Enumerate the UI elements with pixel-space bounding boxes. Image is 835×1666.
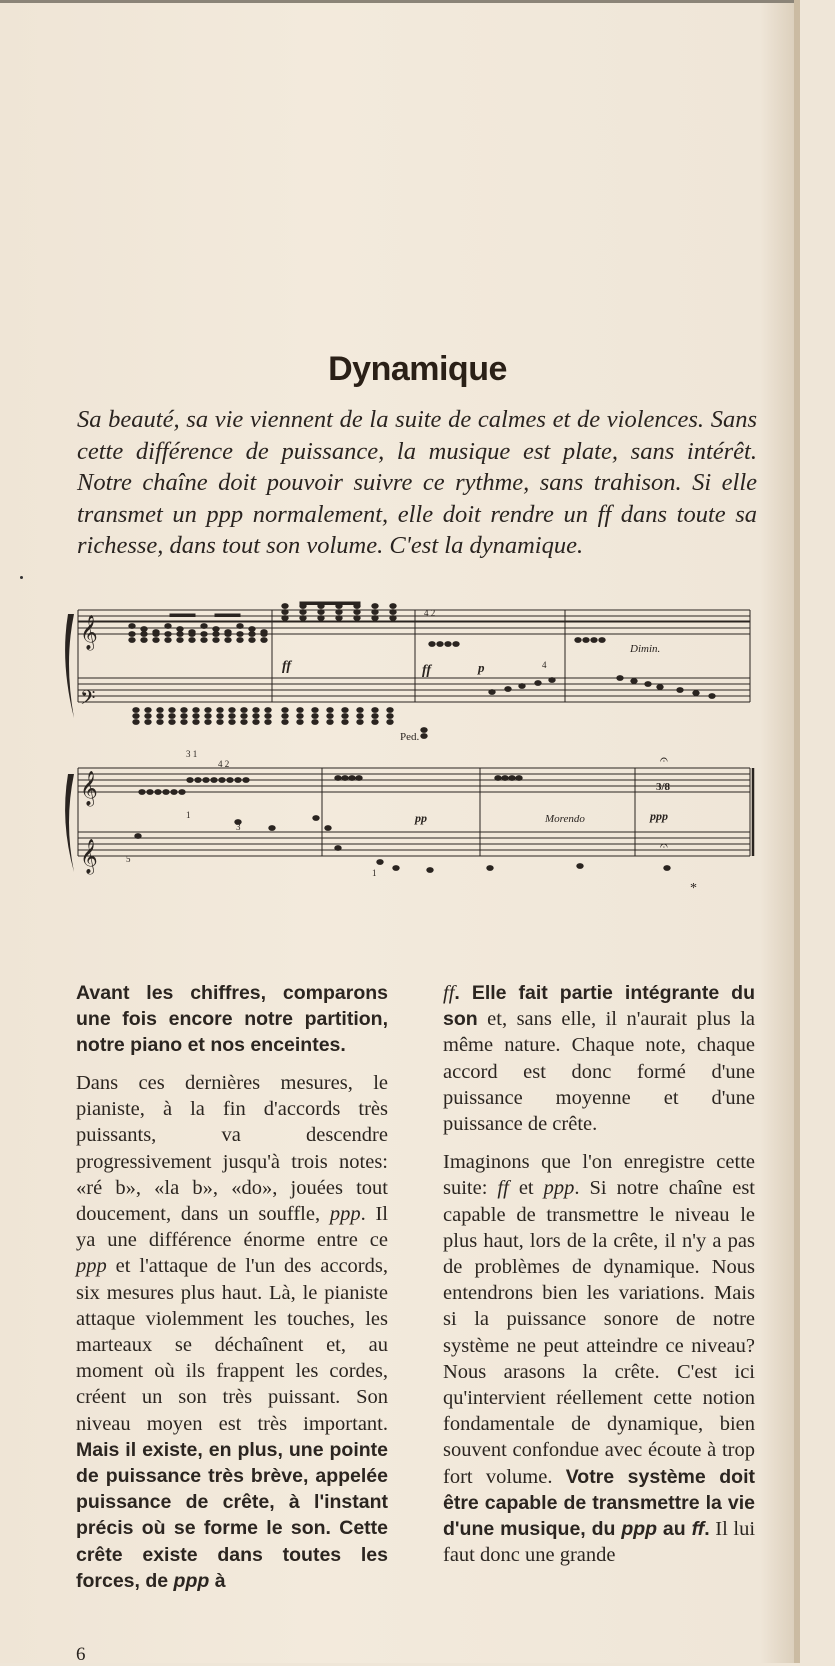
note-head <box>342 708 348 713</box>
note-head <box>189 638 195 643</box>
note-head <box>549 678 555 683</box>
note-head <box>342 776 348 781</box>
note-head <box>335 776 341 781</box>
note-head <box>387 714 393 719</box>
note-head <box>229 708 235 713</box>
note-head <box>179 790 185 795</box>
note-head <box>269 826 275 831</box>
note-head <box>133 714 139 719</box>
note-head <box>297 720 303 725</box>
system-1-brace <box>65 614 74 718</box>
fingering-6: 5 <box>126 854 131 864</box>
note-head <box>336 616 342 621</box>
note-head <box>354 610 360 615</box>
note-head <box>249 632 255 637</box>
note-head <box>327 708 333 713</box>
note-head <box>193 720 199 725</box>
left-text-1: Dans ces dernières mesures, le pianiste, à la fin d'accords très puissants, va descendre progressivement jusqu'à trois notes: «ré b», «la b», «do», jouées tout doucement, dans un souffle, <box>76 1072 388 1226</box>
note-head <box>282 616 288 621</box>
treble-clef-2: 𝄞 <box>80 771 98 806</box>
note-head <box>372 610 378 615</box>
note-head <box>265 720 271 725</box>
note-head <box>390 604 396 609</box>
note-head <box>243 778 249 783</box>
right-bold-2: Votre système doit être capable de transmettre la vie d'une musique, du <box>443 1465 755 1541</box>
note-head <box>489 690 495 695</box>
note-head <box>237 638 243 643</box>
note-head <box>318 610 324 615</box>
note-head <box>509 776 515 781</box>
note-head <box>591 638 597 643</box>
note-head <box>516 776 522 781</box>
note-head <box>203 778 209 783</box>
note-head <box>312 714 318 719</box>
fingering-7: 1 <box>372 868 377 878</box>
note-head <box>282 714 288 719</box>
note-head <box>189 632 195 637</box>
mark-ppp: ppp <box>650 809 668 823</box>
note-head <box>575 638 581 643</box>
note-head <box>201 638 207 643</box>
note-head <box>141 638 147 643</box>
note-head <box>617 676 623 681</box>
note-head <box>645 682 651 687</box>
note-head <box>253 714 259 719</box>
left-text-3: et l'attaque de l'un des accords, six mesures plus haut. Là, le pianiste attaque violemment les touches, les marteaux se déchaînent et, au moment où ils frappent les cordes, créent un son très puissant. Son niveau moyen est très important. <box>76 1255 388 1435</box>
note-head <box>169 708 175 713</box>
mark-dimin: Dimin. <box>630 643 661 655</box>
left-bold-text: Mais il existe, en plus, une pointe de puissance très brève, appelée puissance de crête, à l'instant précis où se forme le son. Cette crête existe dans toutes les forces, de <box>76 1438 388 1592</box>
note-head <box>237 632 243 637</box>
note-head <box>327 720 333 725</box>
left-lead-paragraph: Avant les chiffres, comparons une fois encore notre partition, notre piano et nos enceintes. <box>76 982 388 1056</box>
mark-ped: Ped. <box>400 731 420 743</box>
note-head <box>241 708 247 713</box>
ff-term-2: ff <box>497 1177 509 1200</box>
note-head <box>445 642 451 647</box>
note-head <box>153 638 159 643</box>
left-bold-end: à <box>209 1569 226 1592</box>
note-head <box>229 714 235 719</box>
note-head <box>187 778 193 783</box>
right-text-end: Il lui faut donc une grande <box>443 1518 756 1567</box>
note-head <box>356 776 362 781</box>
note-head <box>225 632 231 637</box>
time-signature: 3/8 <box>656 781 671 793</box>
note-head <box>145 708 151 713</box>
page-number: 6 <box>76 1644 86 1665</box>
note-head <box>453 642 459 647</box>
note-head <box>354 616 360 621</box>
note-head <box>393 866 399 871</box>
note-head <box>505 687 511 692</box>
fingering-5: 3 <box>236 822 241 832</box>
ppp-term-2: ppp <box>76 1255 107 1278</box>
right-text-1: et, sans elle, il n'aurait plus la même nature. Chaque note, chaque accord est donc formé d'une puissance moyenne et d'une puissance de crête. <box>443 1008 755 1136</box>
right-bold-au: au <box>657 1518 692 1541</box>
note-head <box>372 720 378 725</box>
note-head <box>261 638 267 643</box>
note-head <box>193 708 199 713</box>
note-head <box>377 860 383 865</box>
note-head <box>211 778 217 783</box>
note-head <box>318 616 324 621</box>
left-text-2: . Il ya une différence énorme entre ce <box>76 1203 388 1252</box>
note-head <box>201 624 207 629</box>
note-head <box>599 638 605 643</box>
note-head <box>225 638 231 643</box>
note-head <box>282 610 288 615</box>
note-head <box>421 728 427 733</box>
note-head <box>297 714 303 719</box>
note-head <box>237 624 243 629</box>
note-head <box>205 714 211 719</box>
note-head <box>519 684 525 689</box>
fingering-3: 4 2 <box>218 759 230 769</box>
page-right-edge <box>794 0 800 1663</box>
fermata-top: 𝄐 <box>660 752 668 768</box>
note-head <box>312 720 318 725</box>
note-head <box>336 610 342 615</box>
note-head <box>157 720 163 725</box>
note-head <box>181 720 187 725</box>
note-head <box>181 714 187 719</box>
note-head <box>677 688 683 693</box>
beam <box>215 614 240 617</box>
note-head <box>282 708 288 713</box>
note-head <box>157 708 163 713</box>
note-head <box>265 714 271 719</box>
note-head <box>390 616 396 621</box>
note-head <box>213 638 219 643</box>
fingering-1: 4 2 <box>424 608 436 618</box>
note-head <box>300 610 306 615</box>
note-head <box>169 714 175 719</box>
note-head <box>193 714 199 719</box>
note-head <box>535 681 541 686</box>
note-head <box>427 868 433 873</box>
system-2-brace <box>65 774 74 872</box>
note-head <box>219 778 225 783</box>
note-head <box>205 720 211 725</box>
page-top-edge <box>0 0 800 3</box>
note-head <box>693 691 699 696</box>
note-head <box>372 616 378 621</box>
note-head <box>495 776 501 781</box>
right-text-and: et <box>508 1177 544 1200</box>
note-head <box>129 632 135 637</box>
note-head <box>201 632 207 637</box>
note-head <box>163 790 169 795</box>
pedal-release-mark: * <box>690 881 697 896</box>
right-paragraph-1 <box>443 980 755 1137</box>
left-body-paragraph <box>76 1070 388 1594</box>
note-head <box>141 627 147 632</box>
note-head <box>253 708 259 713</box>
bass-clef-1: 𝄢 <box>80 686 96 714</box>
note-head <box>282 604 288 609</box>
note-head <box>387 708 393 713</box>
note-head <box>327 714 333 719</box>
mark-ff-1: ff <box>282 659 292 674</box>
right-text-2: Imaginons que l'on enregistre cette suite: <box>443 1151 755 1200</box>
note-head <box>502 776 508 781</box>
note-head <box>139 790 145 795</box>
note-head <box>235 778 241 783</box>
note-head <box>241 720 247 725</box>
note-head <box>141 632 147 637</box>
ppp-term-5: ppp <box>621 1518 658 1541</box>
note-head <box>229 720 235 725</box>
ff-term-3: ff <box>691 1518 705 1541</box>
note-head <box>155 790 161 795</box>
note-head <box>583 638 589 643</box>
note-head <box>165 632 171 637</box>
note-head <box>249 638 255 643</box>
note-head <box>165 638 171 643</box>
beam <box>300 602 360 605</box>
ppp-term-3: ppp <box>173 1569 210 1592</box>
note-head <box>129 638 135 643</box>
note-head <box>157 714 163 719</box>
right-text-3: . Si notre chaîne est capable de transmettre le niveau le plus haut, lors de la crête, il n'y a pas de problèmes de dynamique. Nous entendrons bien les variations. Mais si la puissance sonore de notre système ne peut atteindre ce niveau? Nous arasons la crête. C'est ici qu'intervient réellement cette notion fondamentale de dynamique, bien souvent confondue avec écoute à trop fort volume. <box>443 1177 756 1488</box>
note-head <box>349 776 355 781</box>
note-head <box>129 624 135 629</box>
note-head <box>177 638 183 643</box>
fingering-2: 3 1 <box>186 749 198 759</box>
note-head <box>169 720 175 725</box>
margin-mark <box>20 576 23 579</box>
right-bold-1: . Elle fait partie intégrante du son <box>443 982 755 1031</box>
note-head <box>153 632 159 637</box>
note-head <box>147 790 153 795</box>
note-head <box>342 720 348 725</box>
note-head <box>253 720 259 725</box>
note-head <box>297 708 303 713</box>
note-head <box>657 685 663 690</box>
ppp-term-4: ppp <box>543 1177 575 1200</box>
note-head <box>217 720 223 725</box>
note-head <box>265 708 271 713</box>
intro-paragraph: Sa beauté, sa vie viennent de la suite de calmes et de violences. Sans cette différence de puissance, la musique est plate, sans intérêt. Notre chaîne doit pouvoir suivre ce rythme, sans trahison. Si elle transmet un ppp normalement, elle doit rendre un ff dans toute sa richesse, dans tout son volume. C'est la dynamique. <box>77 406 757 559</box>
note-head <box>135 834 141 839</box>
note-head <box>631 679 637 684</box>
note-head <box>312 708 318 713</box>
ppp-term-1: ppp <box>329 1203 361 1226</box>
note-head <box>664 866 670 871</box>
note-head <box>249 627 255 632</box>
note-head <box>217 708 223 713</box>
note-head <box>145 714 151 719</box>
right-bold-end: . <box>704 1518 710 1541</box>
note-head <box>171 790 177 795</box>
note-head <box>372 714 378 719</box>
section-title: Dynamique <box>328 350 507 388</box>
note-head <box>261 632 267 637</box>
note-head <box>577 864 583 869</box>
note-head <box>133 720 139 725</box>
note-head <box>177 627 183 632</box>
note-head <box>357 714 363 719</box>
note-head <box>177 632 183 637</box>
fermata-bottom: 𝄐 <box>660 838 668 854</box>
mark-p: p <box>478 660 485 675</box>
note-head <box>213 632 219 637</box>
note-head <box>325 826 331 831</box>
note-head <box>165 624 171 629</box>
note-head <box>372 604 378 609</box>
note-head <box>282 720 288 725</box>
note-head <box>421 734 427 739</box>
note-head <box>429 642 435 647</box>
note-head <box>342 714 348 719</box>
right-paragraph-2 <box>443 1149 755 1568</box>
note-head <box>145 720 151 725</box>
note-head <box>357 708 363 713</box>
right-column <box>443 980 755 1580</box>
note-head <box>300 616 306 621</box>
note-head <box>205 708 211 713</box>
note-head <box>227 778 233 783</box>
note-head <box>709 694 715 699</box>
note-head <box>357 720 363 725</box>
mark-pp: pp <box>415 811 427 825</box>
note-head <box>181 708 187 713</box>
ff-term-1: ff <box>443 982 455 1004</box>
note-head <box>372 708 378 713</box>
note-head <box>313 816 319 821</box>
note-head <box>241 714 247 719</box>
left-column <box>76 980 388 1606</box>
note-head <box>437 642 443 647</box>
note-head <box>133 708 139 713</box>
note-head <box>335 846 341 851</box>
mark-morendo: Morendo <box>545 813 585 825</box>
treble-clef-3: 𝄞 <box>80 839 98 874</box>
fingering-4: 1 <box>186 810 191 820</box>
note-head <box>387 720 393 725</box>
music-score <box>60 608 760 952</box>
note-head <box>487 866 493 871</box>
beam <box>170 614 195 617</box>
note-head <box>213 627 219 632</box>
fingering-8: 4 <box>542 660 547 670</box>
note-head <box>195 778 201 783</box>
note-head <box>217 714 223 719</box>
mark-ff-2: ff <box>422 663 432 678</box>
note-head <box>390 610 396 615</box>
treble-clef-1: 𝄞 <box>80 615 98 650</box>
